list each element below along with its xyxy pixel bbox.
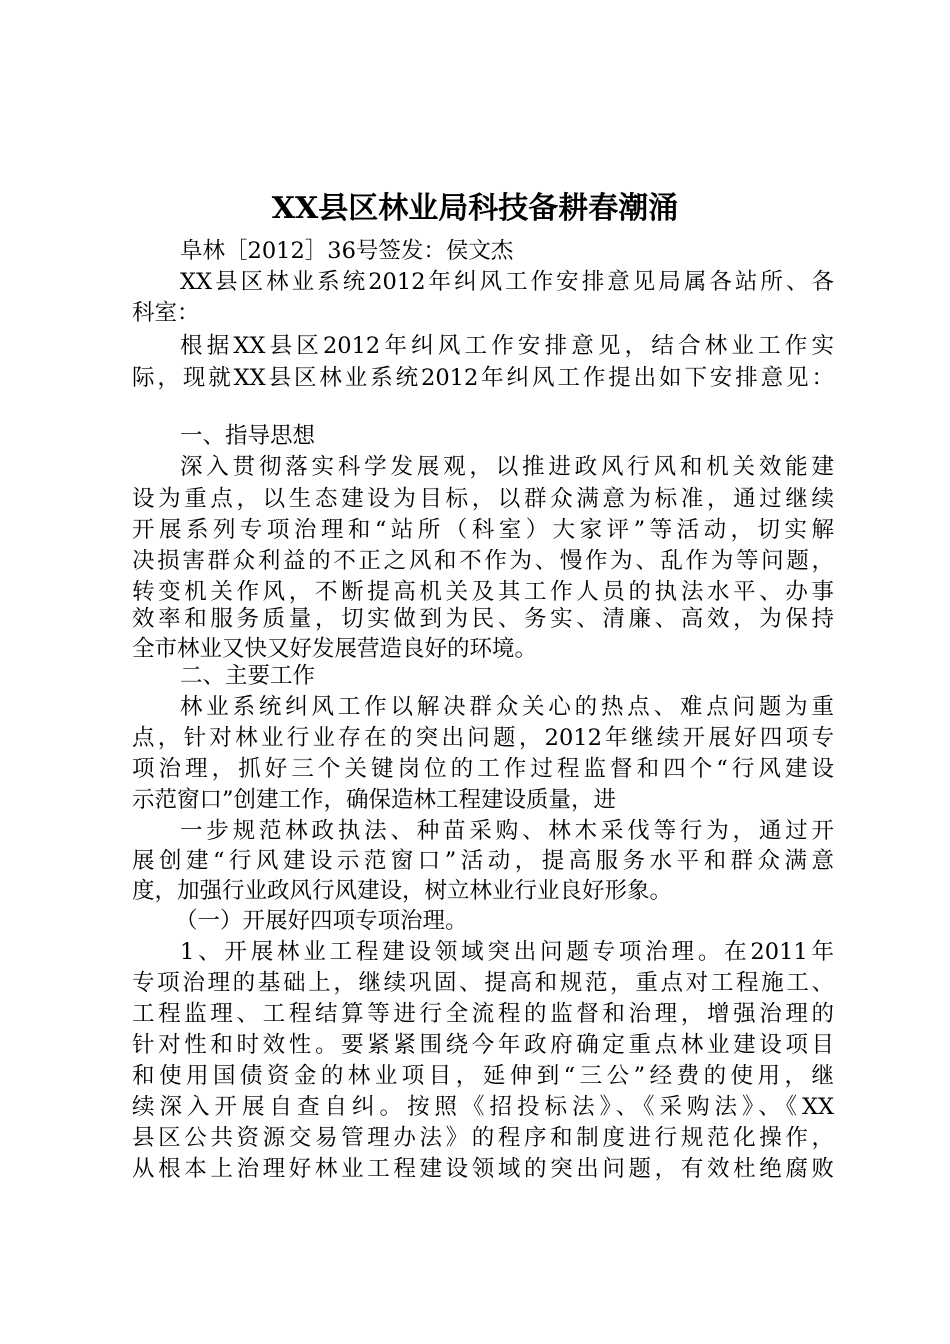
paragraph-line: 专项治理的基础上，继续巩固、提高和规范，重点对工程施工、 (132, 970, 834, 996)
paragraph-line: 展创建“行风建设示范窗口”活动，提高服务水平和群众满意 (132, 848, 834, 874)
paragraph-line: 从根本上治理好林业工程建设领域的突出问题，有效杜绝腐败 (132, 1156, 834, 1182)
paragraph-line: 和使用国债资金的林业项目，延伸到“三公”经费的使用，继 (132, 1063, 834, 1089)
paragraph-line: 转变机关作风，不断提高机关及其工作人员的执法水平、办事 (132, 579, 834, 605)
recipient-line: XX县区林业系统2012年纠风工作安排意见局属各站所、各 (180, 269, 834, 295)
subsection-heading: （一）开展好四项专项治理。 (175, 908, 468, 934)
paragraph-line: 1、开展林业工程建设领域突出问题专项治理。在2011年 (180, 939, 834, 965)
section-heading: 一、指导思想 (180, 423, 316, 449)
section-heading: 二、主要工作 (180, 663, 316, 689)
document-title: XX县区林业局科技备耕春潮涌 (271, 191, 679, 226)
paragraph-line: 续深入开展自查自纠。按照《招投标法》、《采购法》、《XX (132, 1094, 834, 1120)
paragraph-line: 际，现就XX县区林业系统2012年纠风工作提出如下安排意见： (132, 365, 834, 391)
paragraph-line: 决损害群众利益的不正之风和不作为、慢作为、乱作为等问题， (132, 548, 834, 574)
paragraph-line: 工程监理、工程结算等进行全流程的监督和治理，增强治理的 (132, 1001, 834, 1027)
paragraph-line: 点，针对林业行业存在的突出问题，2012年继续开展好四项专 (132, 725, 834, 751)
paragraph-line: 一步规范林政执法、种苗采购、林木采伐等行为，通过开 (180, 818, 834, 844)
paragraph-line: 度，加强行业政风行风建设，树立林业行业良好形象。 (132, 878, 673, 904)
paragraph-line: 深入贯彻落实科学发展观，以推进政风行风和机关效能建 (180, 454, 834, 480)
paragraph-line: 根据XX县区2012年纠风工作安排意见，结合林业工作实 (180, 333, 834, 359)
paragraph-line: 林业系统纠风工作以解决群众关心的热点、难点问题为重 (180, 694, 834, 720)
paragraph-line: 针对性和时效性。要紧紧围绕今年政府确定重点林业建设项目 (132, 1032, 834, 1058)
paragraph-line: 效率和服务质量，切实做到为民、务实、清廉、高效，为保持 (132, 606, 834, 632)
paragraph-line: 设为重点，以生态建设为目标，以群众满意为标准，通过继续 (132, 486, 834, 512)
paragraph-line: 县区公共资源交易管理办法》的程序和制度进行规范化操作， (132, 1125, 834, 1151)
paragraph-line: 开展系列专项治理和“站所（科室）大家评”等活动，切实解 (132, 517, 834, 543)
paragraph-line: 示范窗口”创建工作，确保造林工程建设质量，进 (132, 787, 617, 813)
recipient-line-end: 科室： (132, 300, 200, 326)
paragraph-line: 全市林业又快又好发展营造良好的环境。 (132, 636, 538, 662)
paragraph-line: 项治理，抓好三个关键岗位的工作过程监督和四个“行风建设 (132, 756, 834, 782)
issuance-line: 阜林［2012］36号签发：侯文杰 (180, 238, 514, 264)
